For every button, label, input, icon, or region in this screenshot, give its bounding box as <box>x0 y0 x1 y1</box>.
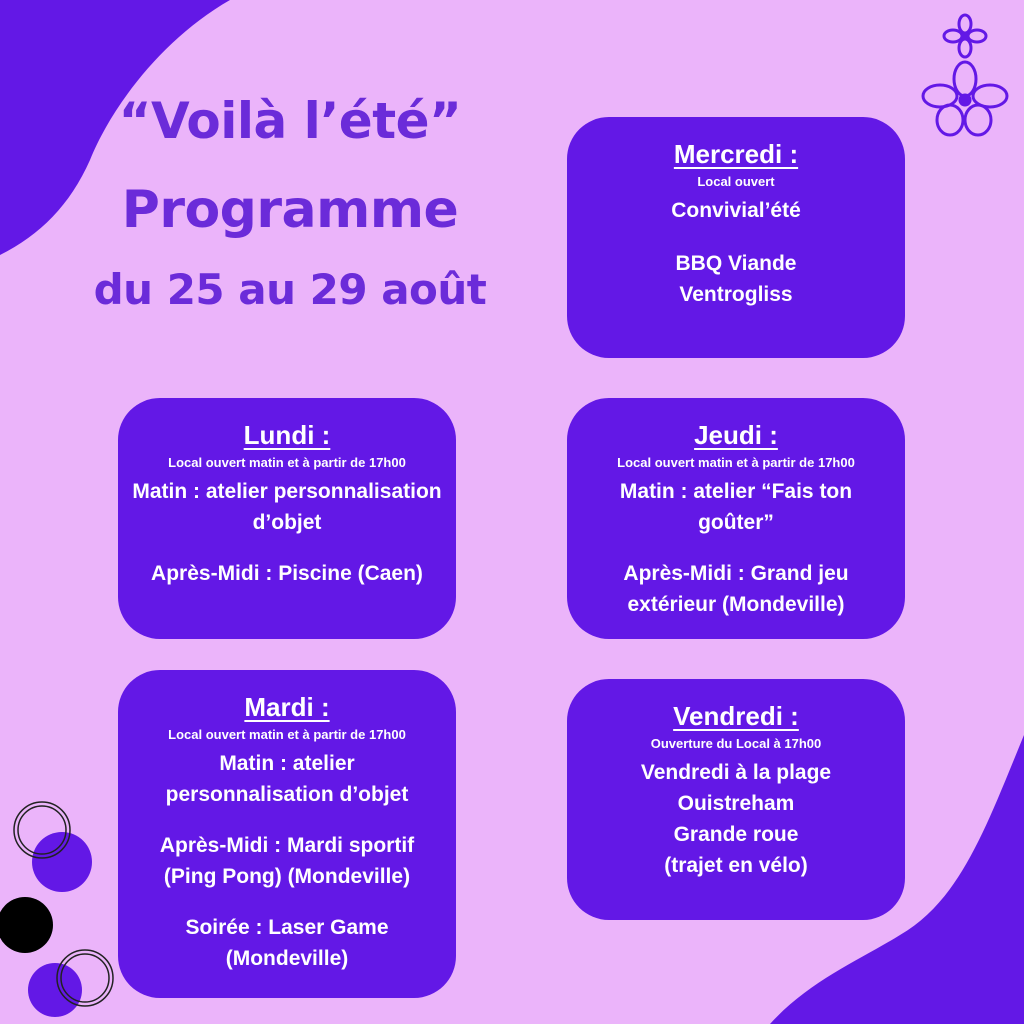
activity-line: Matin : atelier <box>219 752 355 775</box>
title-line-2: Programme <box>121 180 459 240</box>
decor-circle-purple-1 <box>32 832 92 892</box>
activity-line: (trajet en vélo) <box>664 854 808 877</box>
opening-hours: Local ouvert <box>697 174 775 189</box>
activity-line: Après-Midi : Mardi sportif <box>159 834 415 857</box>
activity-line: Vendredi à la plage <box>640 761 832 784</box>
card-lundi <box>118 398 456 639</box>
activity-line: Ouistreham <box>677 792 795 815</box>
title-line-3: du 25 au 29 août <box>93 265 487 314</box>
decor-circle-black <box>0 897 53 953</box>
activity-line: Après-Midi : Piscine (Caen) <box>151 562 423 585</box>
activity-line: Matin : atelier personnalisation <box>132 480 442 503</box>
activity-line: Grande roue <box>673 823 799 846</box>
activity-line: Soirée : Laser Game <box>185 916 389 939</box>
activity-line: Après-Midi : Grand jeu <box>623 562 849 585</box>
activity-line: Matin : atelier “Fais ton <box>619 480 853 503</box>
opening-hours: Local ouvert matin et à partir de 17h00 <box>617 455 855 470</box>
activity-line: extérieur (Mondeville) <box>627 593 845 616</box>
activity-line: (Mondeville) <box>225 947 349 970</box>
activity-line: Convivial’été <box>671 199 801 222</box>
day-name: Vendredi : <box>673 701 799 731</box>
activity-line: d’objet <box>252 511 322 534</box>
activity-line: (Ping Pong) (Mondeville) <box>163 865 411 888</box>
flower-small-icon <box>944 15 986 57</box>
activity-line: BBQ Viande <box>675 252 797 275</box>
activity-line: Ventrogliss <box>679 283 793 306</box>
activity-line: goûter” <box>698 511 774 534</box>
day-name: Lundi : <box>243 420 331 450</box>
opening-hours: Ouverture du Local à 17h00 <box>650 736 822 751</box>
card-mardi <box>118 670 456 998</box>
card-vendredi <box>567 679 905 920</box>
day-name: Mercredi : <box>673 139 799 169</box>
activity-line: personnalisation d’objet <box>165 783 409 806</box>
flower-large-icon <box>923 62 1007 135</box>
day-name: Mardi : <box>244 692 330 722</box>
card-mercredi <box>567 117 905 358</box>
decor-circle-purple-2 <box>28 963 82 1017</box>
day-name: Jeudi : <box>694 420 778 450</box>
title-line-1: “Voilà l’été” <box>118 92 462 150</box>
opening-hours: Local ouvert matin et à partir de 17h00 <box>168 727 406 742</box>
card-jeudi <box>567 398 905 639</box>
opening-hours: Local ouvert matin et à partir de 17h00 <box>168 455 406 470</box>
